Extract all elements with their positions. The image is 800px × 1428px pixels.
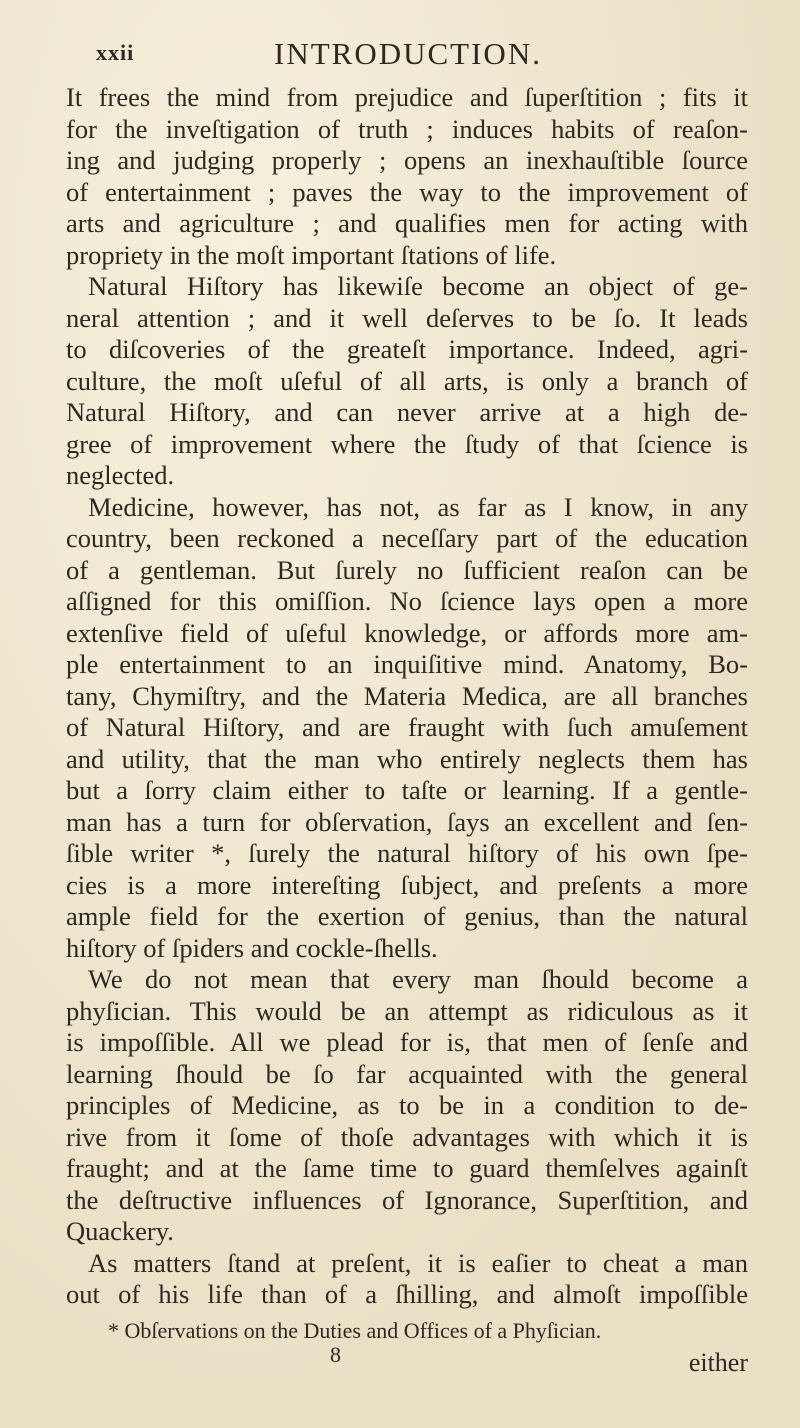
text-line: for the inveſtigation of truth ; induces habits of reaſon- — [66, 113, 748, 144]
catchword: either — [688, 1348, 748, 1377]
text-line: ſible writer *, ſurely the natural hiſtory of his own ſpe- — [66, 838, 748, 868]
text-line: rive from it ſome of thoſe advantages with which it is — [66, 1121, 748, 1152]
text-line: ple entertainment to an inquiſitive mind. Anatomy, Bo- — [66, 649, 748, 679]
text-line: neral attention ; and it well deſerves to be ſo. It leads — [66, 302, 748, 333]
running-head: INTRODUCTION. — [274, 36, 542, 71]
text-line: neglected. — [66, 460, 175, 490]
text-line: of entertainment ; paves the way to the improvement of — [66, 176, 748, 207]
text-line: Medicine, however, has not, as far as I know, in any — [88, 491, 748, 522]
text-line: learning ſhould be ſo far acquainted with the general — [66, 1058, 748, 1089]
text-line: is impoſſible. All we plead for is, that men of ſenſe and — [66, 1027, 748, 1057]
text-line: man has a turn for obſervation, ſays an excellent and ſen- — [66, 806, 748, 837]
body-text — [66, 82, 748, 1311]
page-number: xxii — [96, 40, 135, 65]
signature-mark: 8 — [330, 1342, 341, 1367]
text-line: phyſician. This would be an attempt as ridiculous as it — [66, 995, 748, 1026]
text-line: tany, Chymiſtry, and the Materia Medica, are all branches — [66, 680, 748, 711]
text-line: and utility, that the man who entirely neglects them has — [66, 743, 748, 774]
text-line: gree of improvement where the ſtudy of that ſcience is — [66, 428, 748, 459]
text-line: the deſtructive influences of Ignorance, Superſtition, and — [66, 1184, 748, 1215]
text-line: ample field for the exertion of genius, than the natural — [66, 901, 748, 931]
text-line: country, been reckoned a neceſſary part of the education — [66, 523, 748, 553]
text-line: hiſtory of ſpiders and cockle-ſhells. — [66, 932, 438, 963]
text-line: but a ſorry claim either to taſte or learning. If a gentle- — [66, 775, 748, 805]
page-header — [78, 36, 738, 76]
text-line: to diſcoveries of the greateſt importance. Indeed, agri- — [66, 334, 748, 364]
text-line: of Natural Hiſtory, and are fraught with ſuch amuſement — [66, 712, 748, 742]
text-line: extenſive field of uſeful knowledge, or affords more am- — [66, 617, 748, 648]
text-line: aſſigned for this omiſſion. No ſcience lays open a more — [66, 586, 748, 616]
text-line: ing and judging properly ; opens an inexhauſtible ſource — [66, 145, 748, 175]
text-line: principles of Medicine, as to be in a condition to de- — [66, 1090, 748, 1120]
text-line: Quackery. — [66, 1216, 174, 1246]
text-line: We do not mean that every man ſhould become a — [88, 964, 748, 994]
text-line: propriety in the moſt important ſtations of life. — [66, 239, 557, 270]
text-line: arts and agriculture ; and qualifies men for acting with — [66, 208, 748, 238]
page-footer — [0, 1342, 800, 1382]
text-line: out of his life than of a ſhilling, and almoſt impoſſible — [66, 1279, 748, 1309]
text-line: of a gentleman. But ſurely no ſufficient reaſon can be — [66, 554, 748, 585]
text-line: As matters ſtand at preſent, it is eaſier to cheat a man — [88, 1247, 748, 1278]
text-line: Natural Hiſtory has likewiſe become an object of ge- — [88, 271, 748, 301]
text-line: cies is a more intereſting ſubject, and preſents a more — [66, 869, 748, 900]
text-line: Natural Hiſtory, and can never arrive at a high de- — [66, 397, 748, 427]
footnote: * Obſervations on the Duties and Offices of a Phyſician. — [108, 1318, 602, 1343]
text-line: It frees the mind from prejudice and ſuperſtition ; fits it — [66, 82, 748, 112]
text-line: fraught; and at the ſame time to guard themſelves againſt — [66, 1153, 748, 1183]
text-line: culture, the moſt uſeful of all arts, is only a branch of — [66, 365, 748, 396]
